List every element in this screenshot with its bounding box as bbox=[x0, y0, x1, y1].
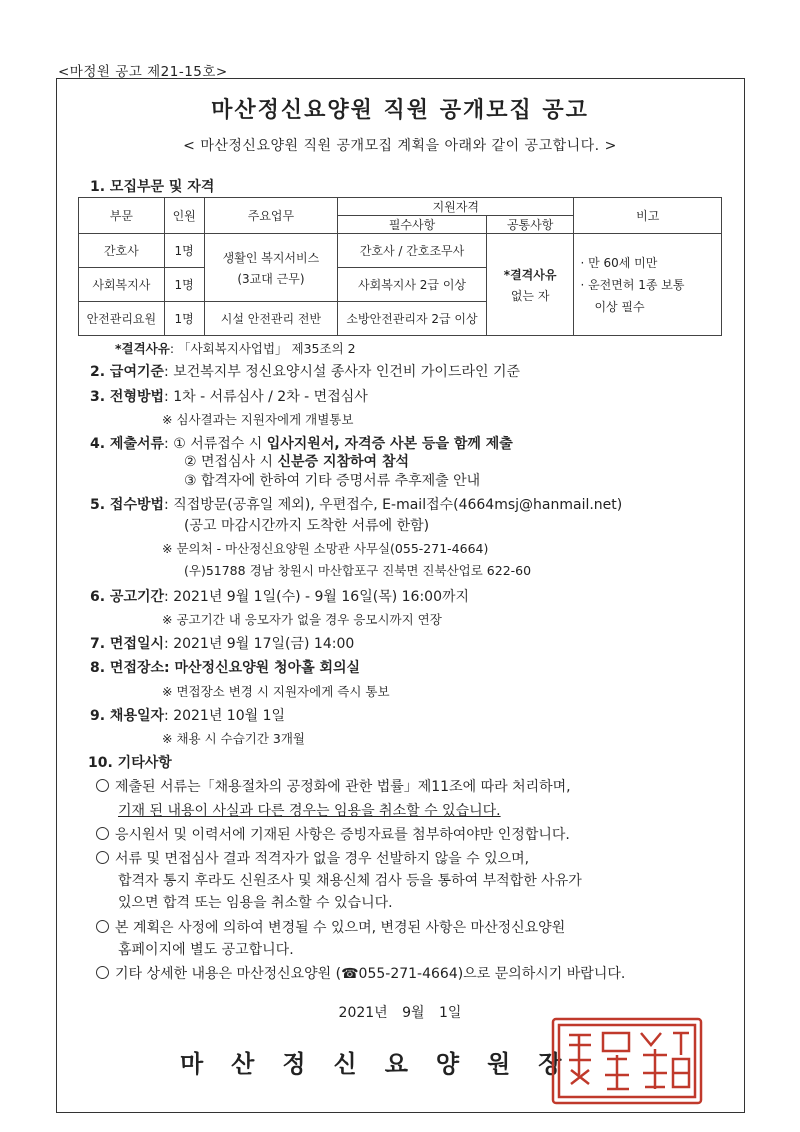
section-4 bbox=[90, 433, 513, 453]
etc-item-3 bbox=[96, 848, 529, 868]
section-1-heading: 1. 모집부문 및 자격 bbox=[90, 179, 215, 195]
th-common: 공통사항 bbox=[486, 216, 574, 234]
etc-item-5-text: 기타 상세한 내용은 마산정신요양원 (☎055-271-4664)으로 문의하시기 바랍니다. bbox=[115, 966, 626, 982]
section-4-item2 bbox=[184, 451, 409, 471]
section-6-text: : 2021년 9월 1일(수) - 9월 16일(목) 16:00까지 bbox=[164, 589, 470, 605]
cell-remark bbox=[574, 234, 722, 336]
th-required: 필수사항 bbox=[338, 216, 487, 234]
section-7-text: : 2021년 9월 17일(금) 14:00 bbox=[164, 636, 355, 652]
section-6 bbox=[90, 586, 469, 606]
etc-item-3-line2: 합격자 통지 후라도 신원조사 및 채용신체 검사 등을 통하여 부적합한 사유가 bbox=[118, 873, 582, 889]
table-row bbox=[79, 234, 722, 268]
cell-required: 간호사 / 간호조무사 bbox=[338, 234, 487, 268]
th-remark: 비고 bbox=[574, 198, 722, 234]
footnote-text: : 「사회복지사업법」 제35조의 2 bbox=[169, 341, 356, 356]
section-9 bbox=[90, 705, 285, 725]
cell-duty: 시설 안전관리 전반 bbox=[204, 302, 338, 336]
section-5-address: (우)51788 경남 창원시 마산합포구 진북면 진북산업로 622-60 bbox=[184, 563, 532, 578]
section-6-note: ※ 공고기간 내 응모자가 없을 경우 응모시까지 연장 bbox=[162, 612, 442, 627]
circle-bullet-icon bbox=[96, 827, 109, 840]
section-4-item2-b: 신분증 지참하여 참석 bbox=[277, 454, 409, 470]
section-9-label: 9. 채용일자 bbox=[90, 708, 165, 724]
etc-item-2 bbox=[96, 824, 570, 844]
cell-count: 1명 bbox=[164, 234, 204, 268]
section-2-label: 2. 급여기준 bbox=[90, 364, 165, 380]
official-seal-icon bbox=[545, 1015, 705, 1107]
cell-common bbox=[486, 234, 574, 336]
etc-item-4-line2: 홈페이지에 별도 공고합니다. bbox=[118, 942, 294, 958]
circle-bullet-icon bbox=[96, 851, 109, 864]
remark-line: · 운전면허 1종 보통 bbox=[580, 277, 685, 292]
etc-item-5 bbox=[96, 963, 625, 983]
cell-dept: 사회복지사 bbox=[79, 268, 165, 302]
section-3-text: : 1차 - 서류심사 / 2차 - 면접심사 bbox=[164, 389, 368, 405]
page-subtitle: < 마산정신요양원 직원 공개모집 계획을 아래와 같이 공고합니다. > bbox=[183, 138, 617, 154]
section-3-label: 3. 전형방법 bbox=[90, 389, 165, 405]
etc-item-4 bbox=[96, 917, 565, 937]
section-2-text: : 보건복지부 정신요양시설 종사자 인건비 가이드라인 기준 bbox=[164, 364, 521, 380]
organization-name: 마산정신요양원장 bbox=[180, 1049, 590, 1078]
section-3-note: ※ 심사결과는 지원자에게 개별통보 bbox=[162, 412, 354, 427]
section-3 bbox=[90, 386, 368, 406]
cell-required: 사회복지사 2급 이상 bbox=[338, 268, 487, 302]
disqualification-footnote bbox=[115, 339, 356, 357]
footnote-label: *결격사유 bbox=[115, 341, 170, 356]
section-5-text: : 직접방문(공휴일 제외), 우편접수, E-mail접수(4664msj@hanmail.net) bbox=[164, 497, 623, 513]
section-8-text: : 마산정신요양원 청아홀 회의실 bbox=[164, 660, 361, 676]
duty-line: 생활인 복지서비스 bbox=[222, 250, 320, 265]
section-5-label: 5. 접수방법 bbox=[90, 497, 165, 513]
section-7-label: 7. 면접일시 bbox=[90, 636, 165, 652]
recruitment-table bbox=[78, 197, 722, 336]
section-4-item1-a: : ① 서류접수 시 bbox=[164, 436, 267, 452]
section-8-note: ※ 면접장소 변경 시 지원자에게 즉시 통보 bbox=[162, 684, 390, 699]
page-title: 마산정신요양원 직원 공개모집 공고 bbox=[211, 97, 589, 123]
circle-bullet-icon bbox=[96, 779, 109, 792]
etc-item-1-line1: 제출된 서류는「채용절차의 공정화에 관한 법률」제11조에 따라 처리하며, bbox=[115, 779, 571, 795]
cell-duty-shared bbox=[204, 234, 338, 302]
etc-item-3-line1: 서류 및 면접심사 결과 적격자가 없을 경우 선발하지 않을 수 있으며, bbox=[115, 851, 530, 867]
etc-item-1 bbox=[96, 776, 571, 796]
section-9-text: : 2021년 10월 1일 bbox=[164, 708, 286, 724]
section-4-item2-a: ② 면접심사 시 bbox=[184, 454, 278, 470]
cell-count: 1명 bbox=[164, 268, 204, 302]
notice-date: 2021년 9월 1일 bbox=[338, 1005, 462, 1021]
etc-item-4-line1: 본 계획은 사정에 의하여 변경될 수 있으며, 변경된 사항은 마산정신요양원 bbox=[115, 920, 566, 936]
th-dept: 부문 bbox=[79, 198, 165, 234]
section-7 bbox=[90, 633, 354, 653]
seal-mark bbox=[553, 1019, 701, 1103]
section-5-text2: (공고 마감시간까지 도착한 서류에 한함) bbox=[184, 518, 430, 534]
th-count: 인원 bbox=[164, 198, 204, 234]
common-line: *결격사유 bbox=[503, 267, 557, 282]
section-5 bbox=[90, 494, 622, 514]
section-2 bbox=[90, 361, 520, 381]
section-8 bbox=[90, 657, 360, 677]
cell-required: 소방안전관리자 2급 이상 bbox=[338, 302, 487, 336]
etc-item-2-text: 응시원서 및 이력서에 기재된 사항은 증빙자료를 첨부하여야만 인정합니다. bbox=[115, 827, 570, 843]
duty-line: (3교대 근무) bbox=[237, 271, 305, 286]
common-line: 없는 자 bbox=[510, 288, 550, 303]
section-8-label: 8. 면접장소 bbox=[90, 660, 165, 676]
cell-dept: 안전관리요원 bbox=[79, 302, 165, 336]
etc-item-3-line3: 있으면 합격 또는 임용을 취소할 수 있습니다. bbox=[118, 895, 393, 911]
section-10-heading: 10. 기타사항 bbox=[88, 755, 172, 771]
circle-bullet-icon bbox=[96, 966, 109, 979]
circle-bullet-icon bbox=[96, 920, 109, 933]
section-4-item1-b: 입사지원서, 자격증 사본 등을 함께 제출 bbox=[266, 436, 513, 452]
th-qualification: 지원자격 bbox=[338, 198, 574, 216]
section-4-label: 4. 제출서류 bbox=[90, 436, 165, 452]
etc-item-1-line2: 기재 된 내용이 사실과 다른 경우는 임용을 취소할 수 있습니다. bbox=[118, 803, 501, 819]
section-4-item3: ③ 합격자에 한하여 기타 증명서류 추후제출 안내 bbox=[184, 473, 481, 489]
section-6-label: 6. 공고기간 bbox=[90, 589, 165, 605]
notice-number: <마정원 공고 제21-15호> bbox=[58, 64, 228, 80]
th-duty: 주요업무 bbox=[204, 198, 338, 234]
remark-line: · 만 60세 미만 bbox=[580, 255, 658, 270]
cell-dept: 간호사 bbox=[79, 234, 165, 268]
section-5-contact: ※ 문의처 - 마산정신요양원 소망관 사무실(055-271-4664) bbox=[162, 541, 489, 556]
remark-line: 이상 필수 bbox=[594, 299, 645, 314]
section-9-note: ※ 채용 시 수습기간 3개월 bbox=[162, 731, 305, 746]
cell-count: 1명 bbox=[164, 302, 204, 336]
